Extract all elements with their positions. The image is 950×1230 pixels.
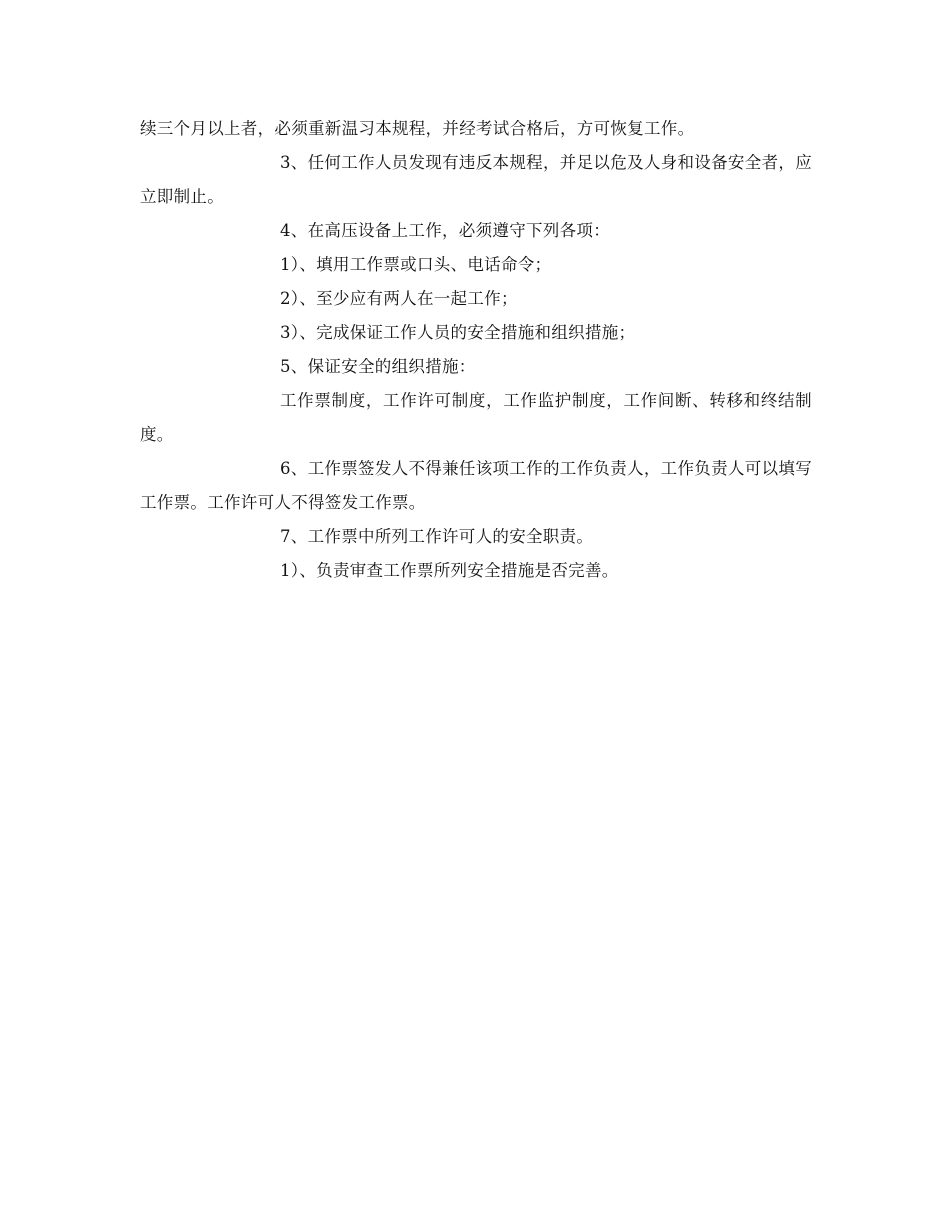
- paragraph-item-6: 6、工作票签发人不得兼任该项工作的工作负责人，工作负责人可以填写工作票。工作许可人不得签发工作票。: [140, 459, 812, 512]
- paragraph-item-4-1: 1）、填用工作票或口头、电话命令；: [280, 255, 552, 274]
- paragraph-item-4: 4、在高压设备上工作，必须遵守下列各项：: [280, 221, 610, 240]
- paragraph-continuation: 续三个月以上者，必须重新温习本规程，并经考试合格后，方可恢复工作。: [140, 119, 695, 138]
- paragraph-item-7-1: 1）、负责审查工作票所列安全措施是否完善。: [280, 561, 619, 580]
- paragraph-item-7: 7、工作票中所列工作许可人的安全职责。: [280, 527, 594, 546]
- paragraph-item-4-2: 2）、至少应有两人在一起工作；: [280, 289, 518, 308]
- paragraph-item-3: 3、任何工作人员发现有违反本规程，并足以危及人身和设备安全者，应立即制止。: [140, 153, 812, 206]
- paragraph-item-5: 5、保证安全的组织措施：: [280, 357, 476, 376]
- paragraph-item-5-detail: 工作票制度，工作许可制度，工作监护制度，工作间断、转移和终结制度。: [140, 391, 812, 444]
- document-body: [140, 112, 812, 588]
- paragraph-item-4-3: 3）、完成保证工作人员的安全措施和组织措施；: [280, 323, 636, 342]
